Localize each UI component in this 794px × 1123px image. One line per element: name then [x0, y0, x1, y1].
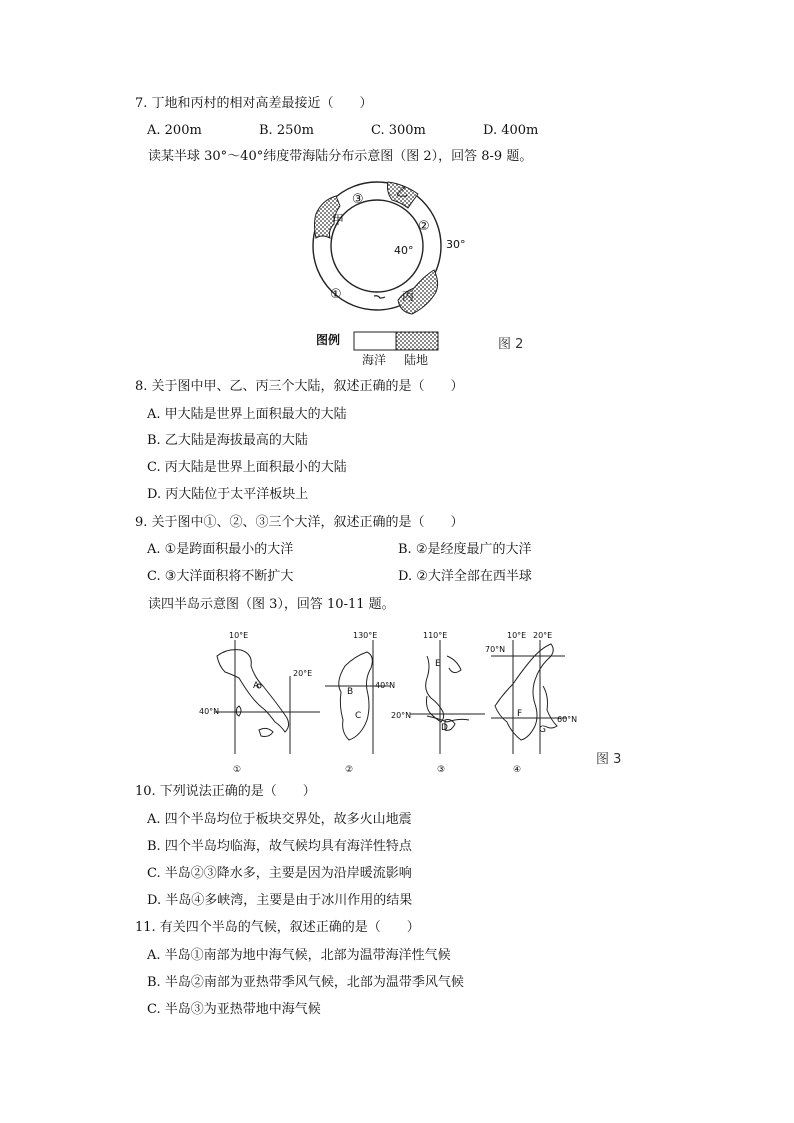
q9-stem: 9. 关于图中①、②、③三个大洋，叙述正确的是（ ）	[135, 515, 464, 530]
map2-lat-40: 40°N	[375, 681, 396, 690]
q8-option-a: A. 甲大陆是世界上面积最大的大陆	[147, 407, 347, 422]
map4-lon-10: 10°E	[507, 631, 527, 640]
map-1-italy	[215, 640, 320, 754]
map4-lat-60: 60°N	[557, 715, 578, 724]
map2-point-b: B	[347, 687, 354, 697]
map2-lon-130: 130°E	[353, 631, 378, 640]
label-lat-30: 30°	[446, 238, 466, 251]
q7-option-d: D. 400m	[483, 123, 539, 138]
q10-option-c: C. 半岛②③降水多，主要是因为沿岸暖流影响	[147, 866, 412, 881]
label-lat-40: 40°	[394, 244, 414, 257]
map1-point-a: A	[253, 681, 260, 691]
q11-option-b: B. 半岛②南部为亚热带季风气候，北部为温带季风气候	[147, 975, 464, 990]
q10-option-a: A. 四个半岛均位于板块交界处，故多火山地震	[147, 812, 412, 827]
q7-option-a: A. 200m	[147, 123, 202, 138]
map3-lon-110: 110°E	[423, 631, 448, 640]
legend-land-swatch	[396, 332, 438, 350]
q9-option-b: B. ②是经度最广的大洋	[398, 542, 532, 557]
q7-option-c: C. 300m	[371, 123, 426, 138]
figure-3-peninsulas	[195, 626, 595, 776]
label-bing: 丙	[402, 289, 415, 303]
lead-8-9: 读某半球 30°～40°纬度带海陆分布示意图（图 2），回答 8-9 题。	[148, 149, 533, 164]
small-island	[374, 296, 385, 298]
q9-option-c: C. ③大洋面积将不断扩大	[147, 569, 294, 584]
q11-option-c: C. 半岛③为亚热带地中海气候	[147, 1002, 321, 1017]
label-ocean-2: ②	[418, 219, 430, 234]
map4-number: ④	[513, 765, 522, 775]
q7-stem: 7. 丁地和丙村的相对高差最接近（ ）	[135, 96, 373, 111]
q8-option-b: B. 乙大陆是海拔最高的大陆	[147, 433, 308, 448]
q7-option-b: B. 250m	[259, 123, 314, 138]
map4-point-g: G	[539, 725, 546, 735]
map4-point-f: F	[517, 709, 523, 719]
map2-point-c: C	[355, 711, 362, 721]
q9-option-d: D. ②大洋全部在西半球	[398, 569, 532, 584]
map-3-leizhou	[410, 640, 485, 754]
q8-option-d: D. 丙大陆位于太平洋板块上	[147, 487, 309, 502]
map-4-scandinavia	[491, 640, 567, 754]
q8-stem: 8. 关于图中甲、乙、丙三个大陆，叙述正确的是（ ）	[135, 379, 464, 394]
q11-option-a: A. 半岛①南部为地中海气候，北部为温带海洋性气候	[147, 948, 451, 963]
map1-lon-10: 10°E	[229, 631, 249, 640]
map3-point-d: D	[441, 723, 448, 733]
label-jia: 甲	[332, 213, 345, 227]
q10-option-d: D. 半岛④多峡湾，主要是由于冰川作用的结果	[147, 893, 413, 908]
label-ocean-1: ①	[330, 287, 342, 302]
map3-point-e: E	[435, 659, 441, 669]
q10-stem: 10. 下列说法正确的是（ ）	[135, 784, 316, 799]
q8-option-c: C. 丙大陆是世界上面积最小的大陆	[147, 460, 347, 475]
legend-ocean-label: 海洋	[362, 353, 387, 367]
map3-lat-20: 20°N	[391, 711, 412, 720]
map4-lon-20: 20°E	[533, 631, 553, 640]
map1-lon-20: 20°E	[293, 669, 313, 678]
legend-ocean-swatch	[354, 332, 396, 350]
map-2-korea	[325, 640, 390, 754]
q9-option-a: A. ①是跨面积最小的大洋	[147, 542, 294, 557]
map1-lat-40: 40°N	[199, 707, 220, 716]
q10-option-b: B. 四个半岛均临海，故气候均具有海洋性特点	[147, 839, 412, 854]
map2-number: ②	[345, 765, 354, 775]
legend-title: 图例	[316, 333, 341, 347]
map4-lat-70: 70°N	[485, 645, 506, 654]
map1-number: ①	[233, 765, 242, 775]
figure-2-caption: 图 2	[498, 337, 524, 352]
figure-3-caption: 图 3	[596, 752, 622, 767]
map3-number: ③	[437, 765, 446, 775]
label-yi: 乙	[396, 185, 409, 199]
legend-land-label: 陆地	[404, 353, 429, 367]
lead-10-11: 读四半岛示意图（图 3），回答 10-11 题。	[148, 597, 395, 612]
label-ocean-3: ③	[352, 192, 364, 207]
q11-stem: 11. 有关四个半岛的气候，叙述正确的是（ ）	[135, 920, 420, 935]
